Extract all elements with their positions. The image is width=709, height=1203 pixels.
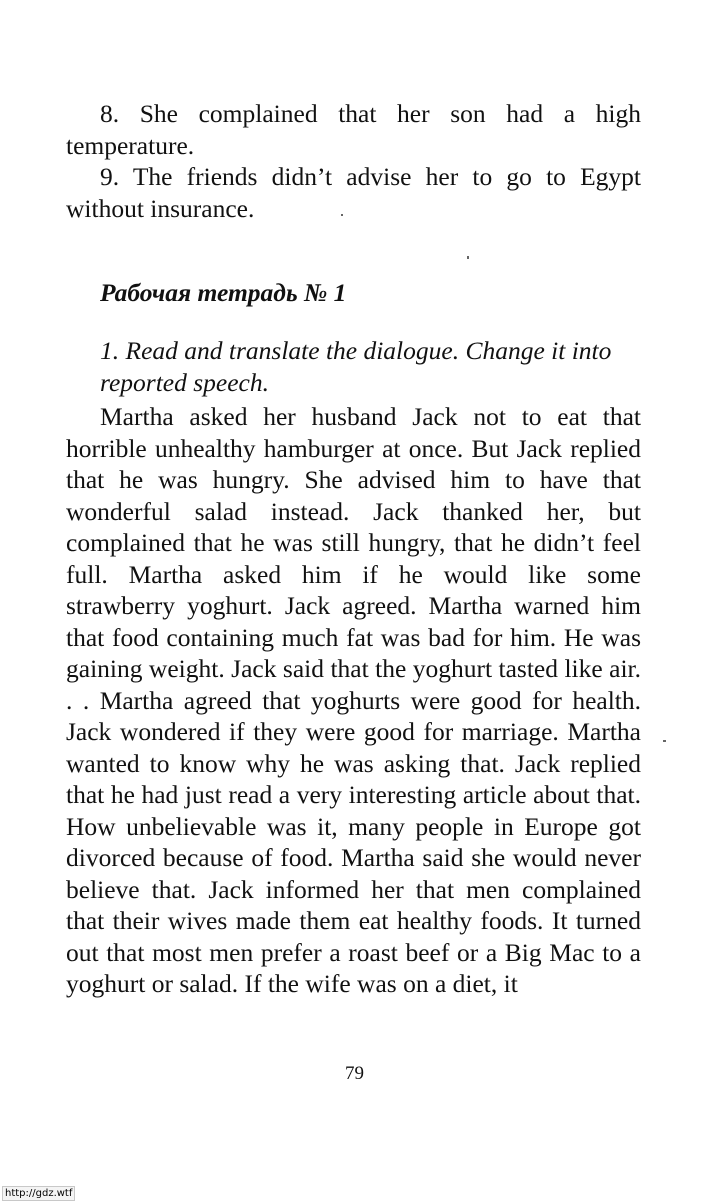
task-instruction: 1. Read and translate the dialogue. Change it into reported speech. bbox=[100, 336, 612, 397]
list-item-9: 9. The friends didn’t advise her to go to Egypt without insurance. bbox=[66, 162, 641, 223]
scan-speck bbox=[341, 214, 343, 216]
list-item-8: 8. She complained that her son had a high temperature. bbox=[66, 99, 641, 160]
scan-speck bbox=[663, 740, 666, 742]
watermark-link[interactable]: http://gdz.wtf bbox=[2, 1186, 75, 1201]
body-paragraph: Martha asked her husband Jack not to eat that horrible unhealthy hamburger at once. But Jack replied that he was hungry. She advised him to have that wonderful salad instead. Jack thanked her, but complained that he was still hungry, that he didn’t feel full. Martha asked him if he would like some strawberry yoghurt. Jack agreed. Martha warned him that food containing much fat was bad for him. He was gaining weight. Jack said that the yoghurt tasted like air. . . Martha agreed that yoghurts were good for health. Jack wondered if they were good for marriage. Martha wanted to know why he was asking that. Jack replied that he had just read a very interesting article about that. How unbelievable was it, many people in Europe got divorced because of food. Martha said she would never believe that. Jack informed her that men complained that their wives made them eat healthy foods. It turned out that most men prefer a roast beef or a Big Mac to a yoghurt or salad. If the wife was on a diet, it bbox=[66, 402, 641, 998]
section-heading: Рабочая тетрадь № 1 bbox=[100, 278, 347, 307]
scan-speck bbox=[467, 256, 469, 259]
document-page bbox=[66, 98, 641, 1000]
page-number: 79 bbox=[345, 1063, 364, 1084]
